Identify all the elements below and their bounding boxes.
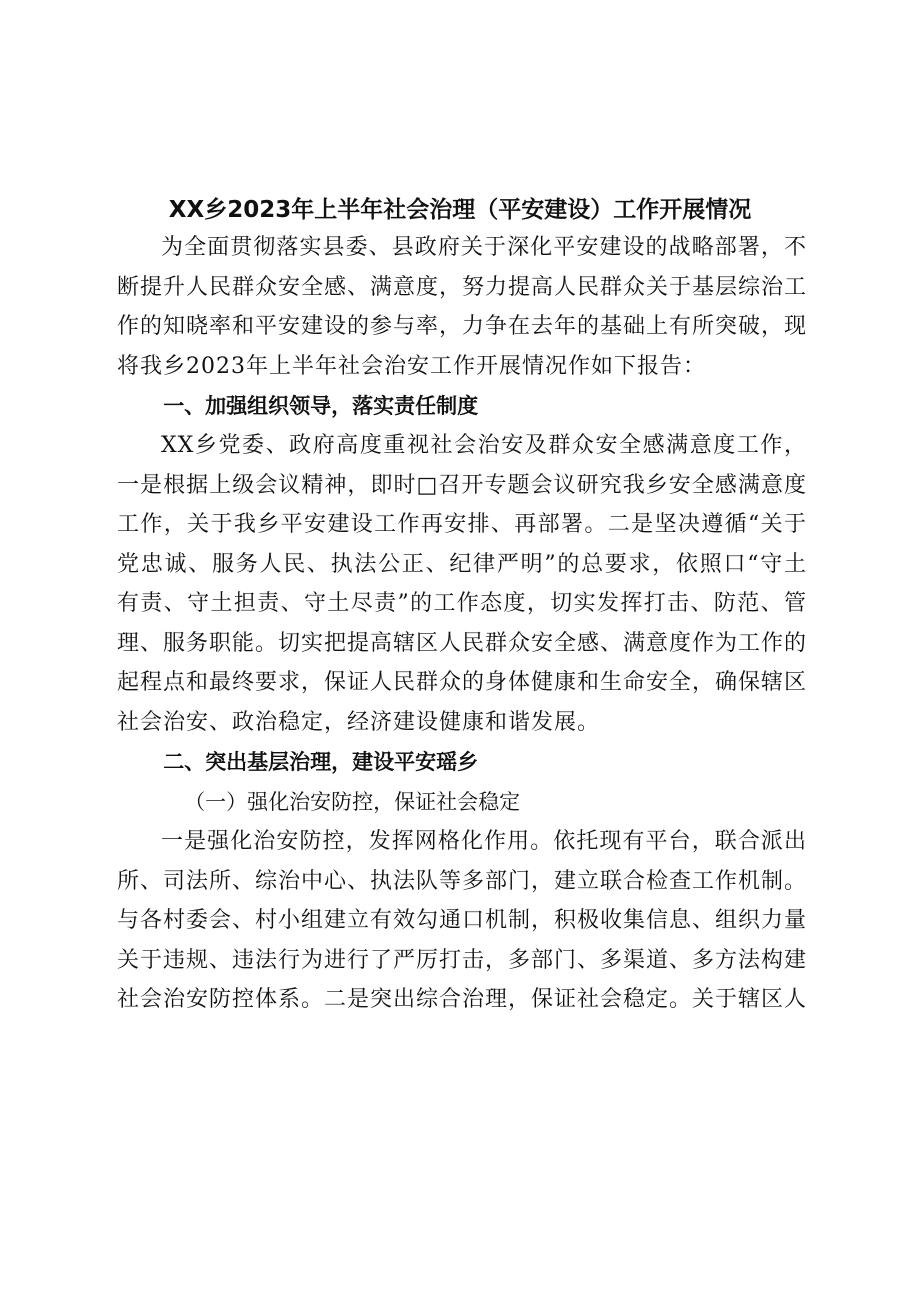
document-title: XX乡2023年上半年社会治理（平安建设）工作开展情况 bbox=[168, 197, 752, 223]
intro-paragraph: 为全面贯彻落实县委、县政府关于深化平安建设的战略部署，不断提升人民群众安全感、满意度，努力提高人民群众关于基层综治工作的知晓率和平安建设的参与率，力争在去年的基础上有所突破，现将我乡2023年上半年社会治安工作开展情况作如下报告： bbox=[117, 235, 808, 379]
section-1-heading: 一、加强组织领导，落实责任制度 bbox=[163, 394, 479, 418]
section-2-paragraph: 一是强化治安防控，发挥网格化作用。依托现有平台，联合派出所、司法所、综治中心、执法队等多部门，建立联合检查工作机制。与各村委会、村小组建立有效勾通口机制，积极收集信息、组织力量关于违规、违法行为进行了严厉打击，多部门、多渠道、多方法构建社会治安防控体系。二是突出综合治理，保证社会稳定。关于辖区人 bbox=[117, 829, 808, 1012]
section-1-paragraph: XX乡党委、政府高度重视社会治安及群众安全感满意度工作，一是根据上级会议精神，即时□召开专题会议研究我乡安全感满意度工作，关于我乡平安建设工作再安排、再部署。二是坚决遵循“关于党忠诚、服务人民、执法公正、纪律严明”的总要求，依照口“守土有责、守土担责、守土尽责”的工作态度，切实发挥打击、防范、管理、服务职能。切实把提高辖区人民群众安全感、满意度作为工作的起程点和最终要求，保证人民群众的身体健康和生命安全，确保辖区社会治安、政治稳定，经济建设健康和谐发展。 bbox=[117, 433, 808, 735]
section-2-subheading: （一）强化治安防控，保证社会稳定 bbox=[184, 790, 521, 814]
section-2-heading: 二、突出基层治理，建设平安瑶乡 bbox=[163, 750, 479, 774]
document-body bbox=[117, 228, 807, 1020]
